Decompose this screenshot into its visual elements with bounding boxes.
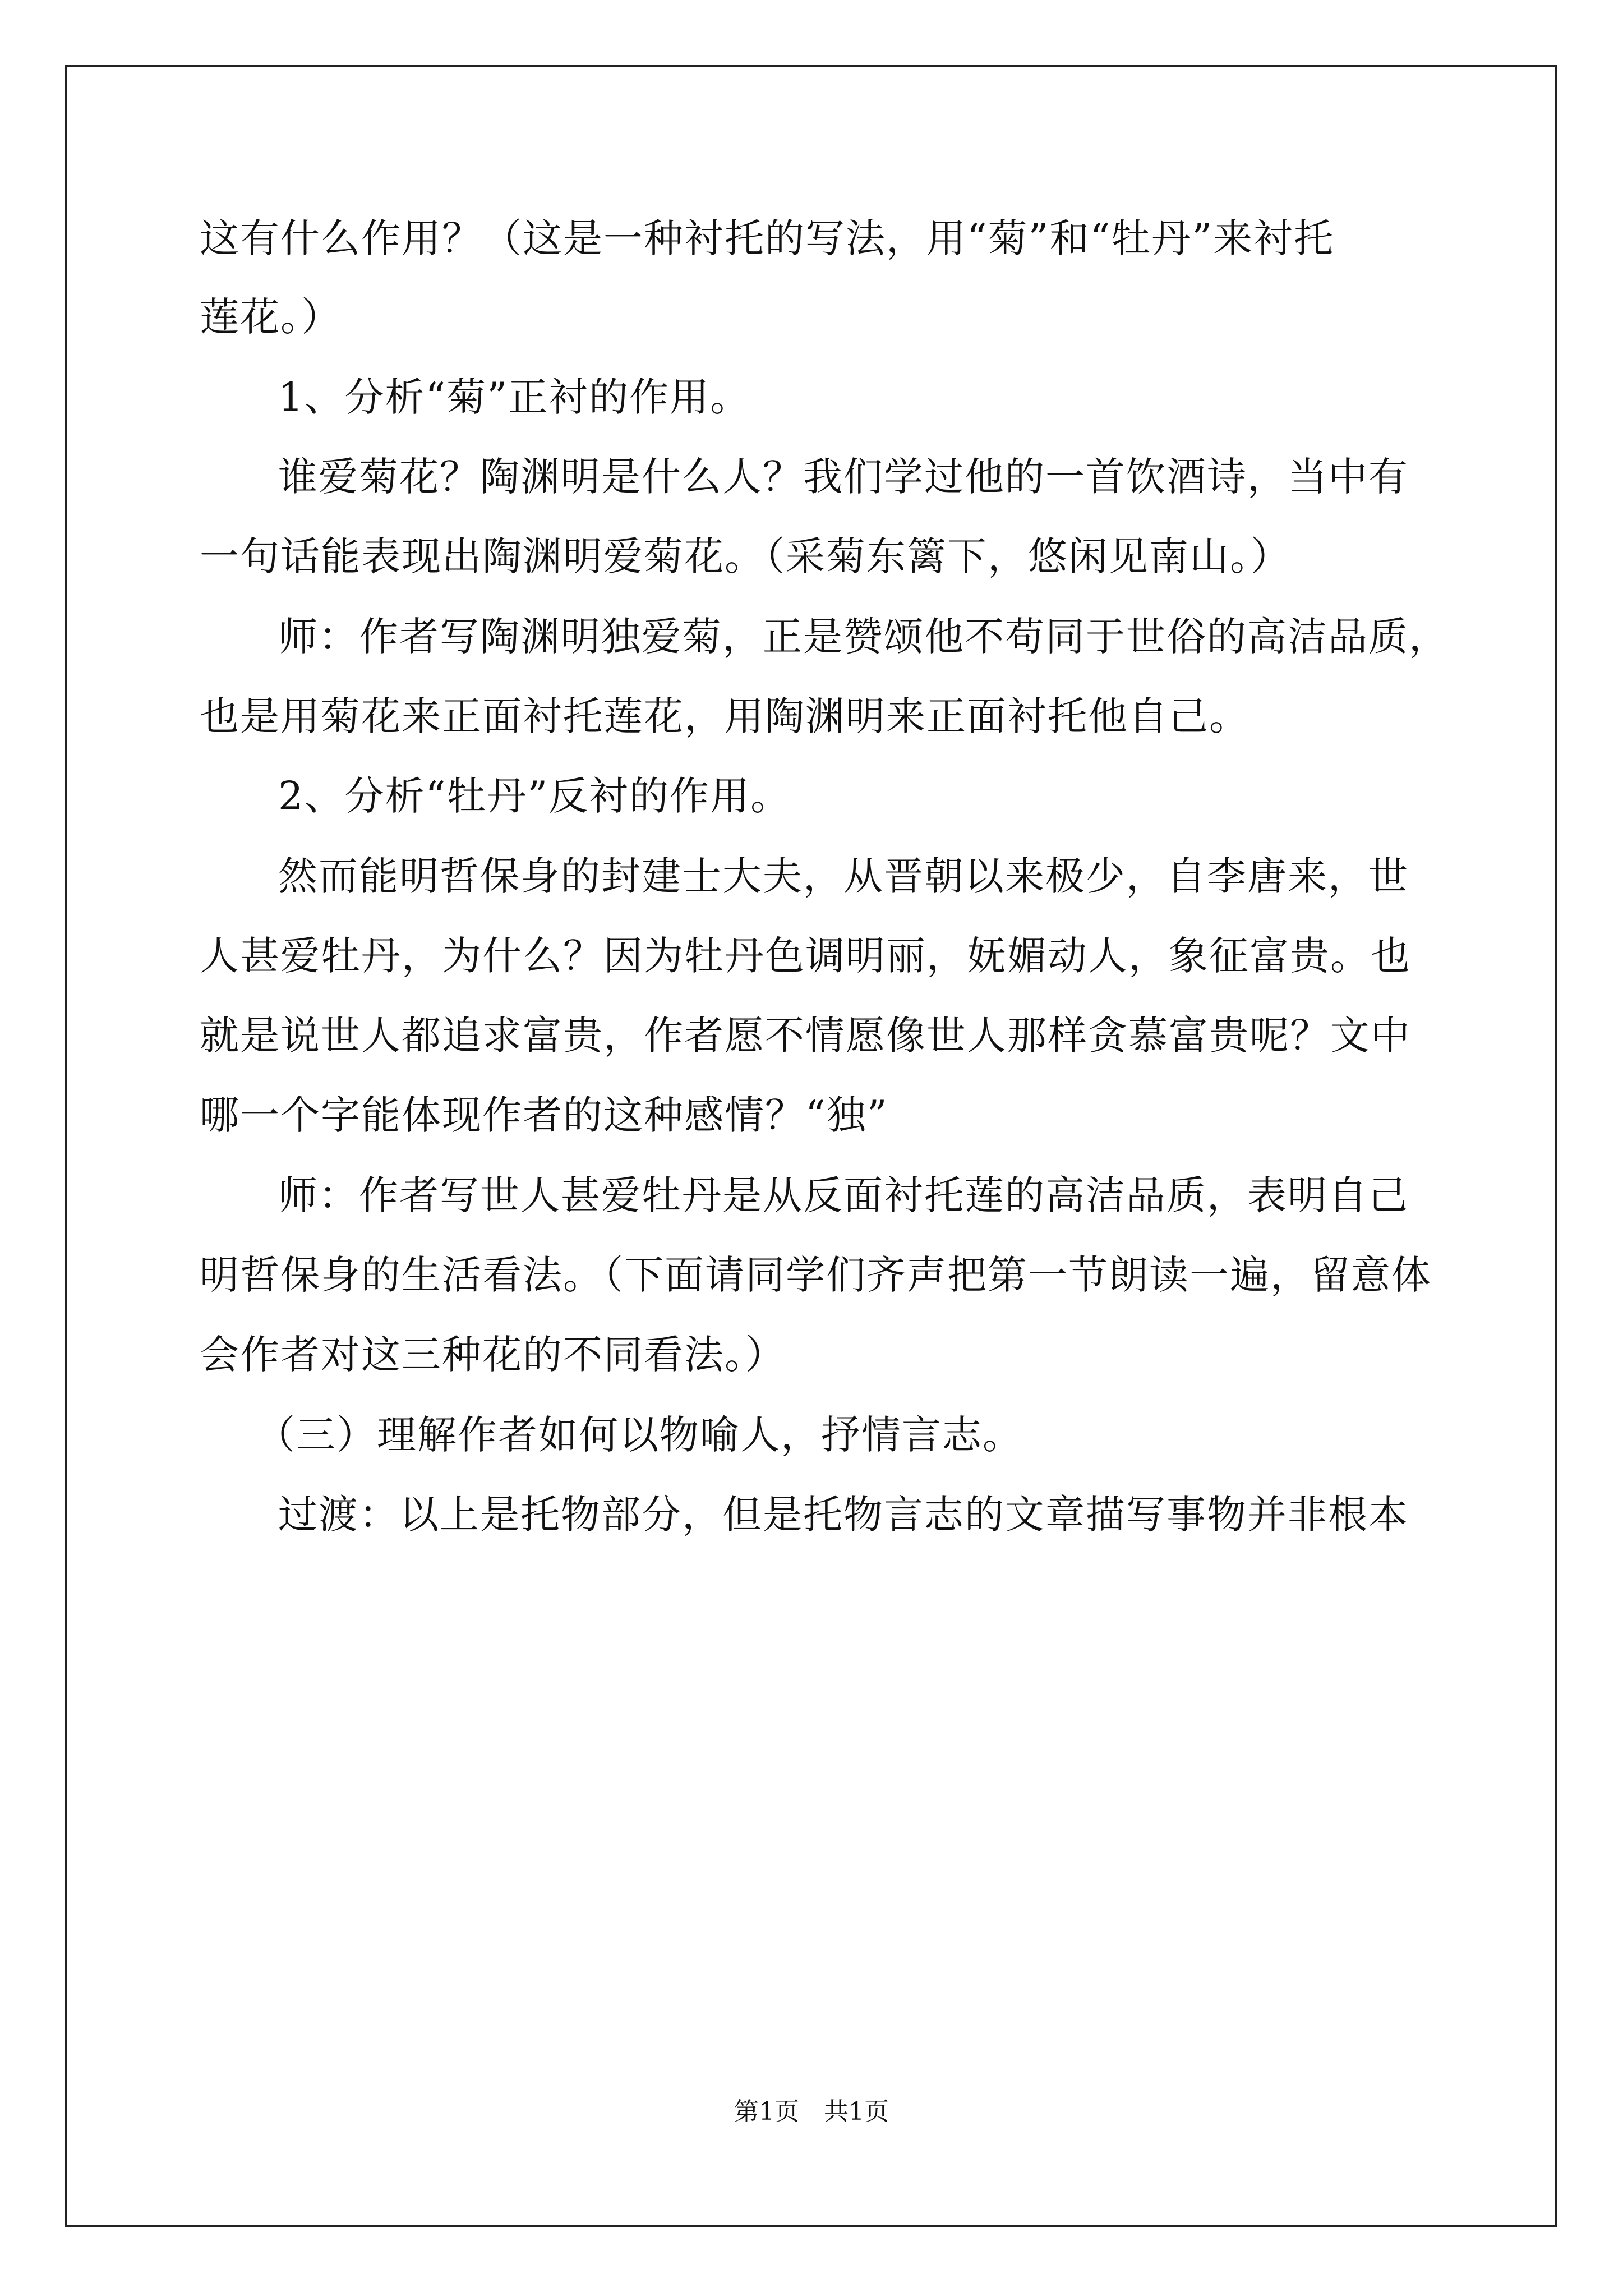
paragraph-line: 过渡：以上是托物部分，但是托物言志的文章描写事物并非根本 xyxy=(278,1492,1409,1538)
section-heading-2: 2、分析“牡丹”反衬的作用。 xyxy=(278,773,791,819)
paragraph-line: 明哲保身的生活看法。（下面请同学们齐声把第一节朗读一遍，留意体 xyxy=(200,1252,1432,1298)
paragraph-line: 这有什么作用？（这是一种衬托的写法，用“菊”和“牡丹”来衬托 xyxy=(200,215,1335,261)
section-heading-1: 1、分析“菊”正衬的作用。 xyxy=(278,374,751,420)
page-footer: 第1页 共1页 xyxy=(734,2097,889,2126)
paragraph-line: 谁爱菊花？陶渊明是什么人？我们学过他的一首饮酒诗，当中有 xyxy=(278,454,1409,500)
paragraph-line: 一句话能表现出陶渊明爱菊花。（采菊东篱下，悠闲见南山。） xyxy=(200,533,1291,579)
section-heading-3: （三）理解作者如何以物喻人，抒情言志。 xyxy=(256,1412,1023,1458)
paragraph-line: 师：作者写世人甚爱牡丹是从反面衬托莲的高洁品质，表明自己 xyxy=(278,1172,1409,1218)
paragraph-line: 就是说世人都追求富贵，作者愿不情愿像世人那样贪慕富贵呢？文中 xyxy=(200,1013,1411,1059)
paragraph-line: 人甚爱牡丹，为什么？因为牡丹色调明丽，妩媚动人，象征富贵。也 xyxy=(200,933,1411,979)
paragraph-line: 会作者对这三种花的不同看法。） xyxy=(200,1332,786,1378)
paragraph-line: 师：作者写陶渊明独爱菊，正是赞颂他不苟同于世俗的高洁品质， xyxy=(278,614,1449,660)
paragraph-line: 莲花。） xyxy=(200,294,342,340)
paragraph-line: 然而能明哲保身的封建士大夫，从晋朝以来极少，自李唐来，世 xyxy=(278,853,1409,899)
paragraph-line: 也是用菊花来正面衬托莲花，用陶渊明来正面衬托他自己。 xyxy=(200,693,1249,739)
paragraph-line: 哪一个字能体现作者的这种感情？“独” xyxy=(200,1092,888,1138)
